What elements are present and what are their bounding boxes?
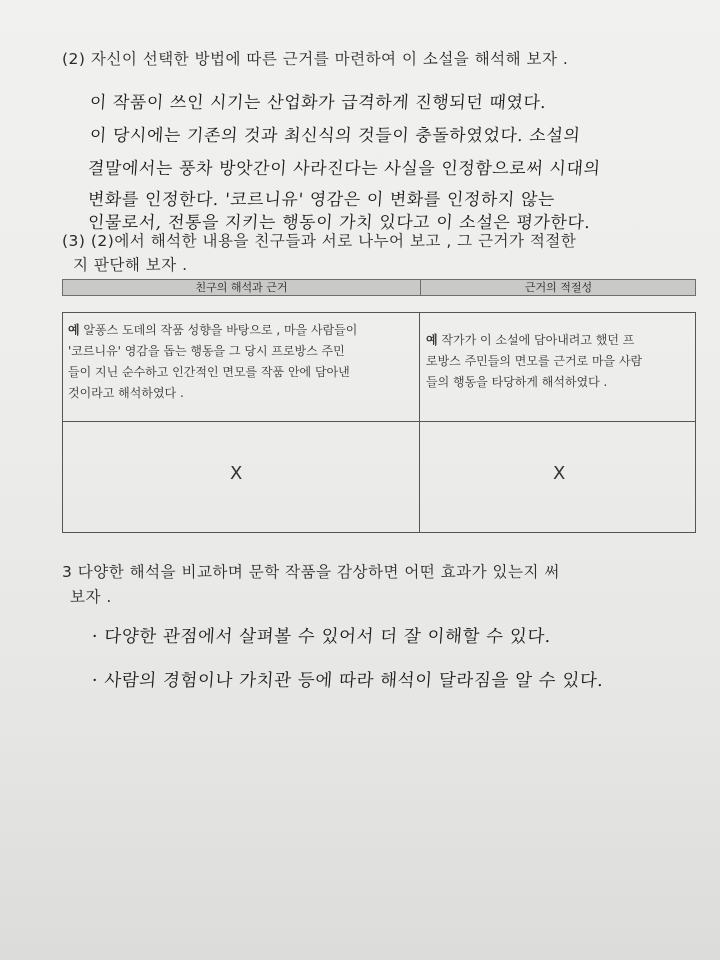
- handwritten-answer-line-2: 이 당시에는 기존의 것과 최신식의 것들이 충돌하였었다. 소설의: [89, 126, 582, 146]
- example-validity-text: 예 작가가 이 소설에 담아내려고 했던 프 로방스 주민들의 면모를 근거로 마을 사람 들의 행동을 타당하게 해석하였다 .: [426, 333, 643, 389]
- table-header: [62, 279, 696, 296]
- table-header-friend-interpretation: 친구의 해석과 근거: [63, 280, 421, 295]
- row-2-col-1-x-mark: X: [230, 463, 243, 484]
- handwritten-q3-answer-2: · 사람의 경험이나 가치관 등에 따라 해석이 달라짐을 알 수 있다.: [91, 671, 605, 691]
- handwritten-answer-line-4: 변화를 인정한다. '코르니유' 영감은 이 변화를 인정하지 않는: [87, 190, 556, 210]
- example-interpretation-text: 예 알퐁스 도데의 작품 성향을 바탕으로 , 마을 사람들이 '코르니유' 영감을 돕는 행동을 그 당시 프로방스 주민 들이 지닌 순수하고 인간적인 면모를 작품 안에 담아낸 것이라고 해석하였다 .: [68, 323, 358, 400]
- table-header-evidence-validity: 근거의 적절성: [524, 281, 593, 294]
- question-2-3-prompt-line-2: 지 판단해 보자 .: [73, 256, 188, 274]
- example-marker: 예: [68, 323, 80, 337]
- example-marker-2: 예: [426, 333, 438, 347]
- handwritten-q3-answer-1: · 다양한 관점에서 살펴볼 수 있어서 더 잘 이해할 수 있다.: [91, 627, 552, 647]
- question-2-3-prompt-line-1: (3) (2)에서 해석한 내용을 친구들과 서로 나누어 보고 , 그 근거가 적절한: [62, 232, 577, 250]
- question-3-prompt-line-1: 3 다양한 해석을 비교하며 문학 작품을 감상하면 어떤 효과가 있는지 써: [62, 563, 560, 581]
- question-2-2-prompt: (2) 자신이 선택한 방법에 따른 근거를 마련하여 이 소설을 해석해 보자 .: [62, 50, 569, 68]
- handwritten-answer-line-3: 결말에서는 풍차 방앗간이 사라진다는 사실을 인정함으로써 시대의: [87, 159, 602, 179]
- row-2-col-2-x-mark: X: [553, 463, 566, 484]
- question-3-prompt-line-2: 보자 .: [70, 588, 112, 606]
- handwritten-answer-line-1: 이 작품이 쓰인 시기는 산업화가 급격하게 진행되던 때였다.: [89, 93, 548, 113]
- handwritten-answer-line-5: 인물로서, 전통을 지키는 행동이 가치 있다고 이 소설은 평가한다.: [87, 213, 592, 233]
